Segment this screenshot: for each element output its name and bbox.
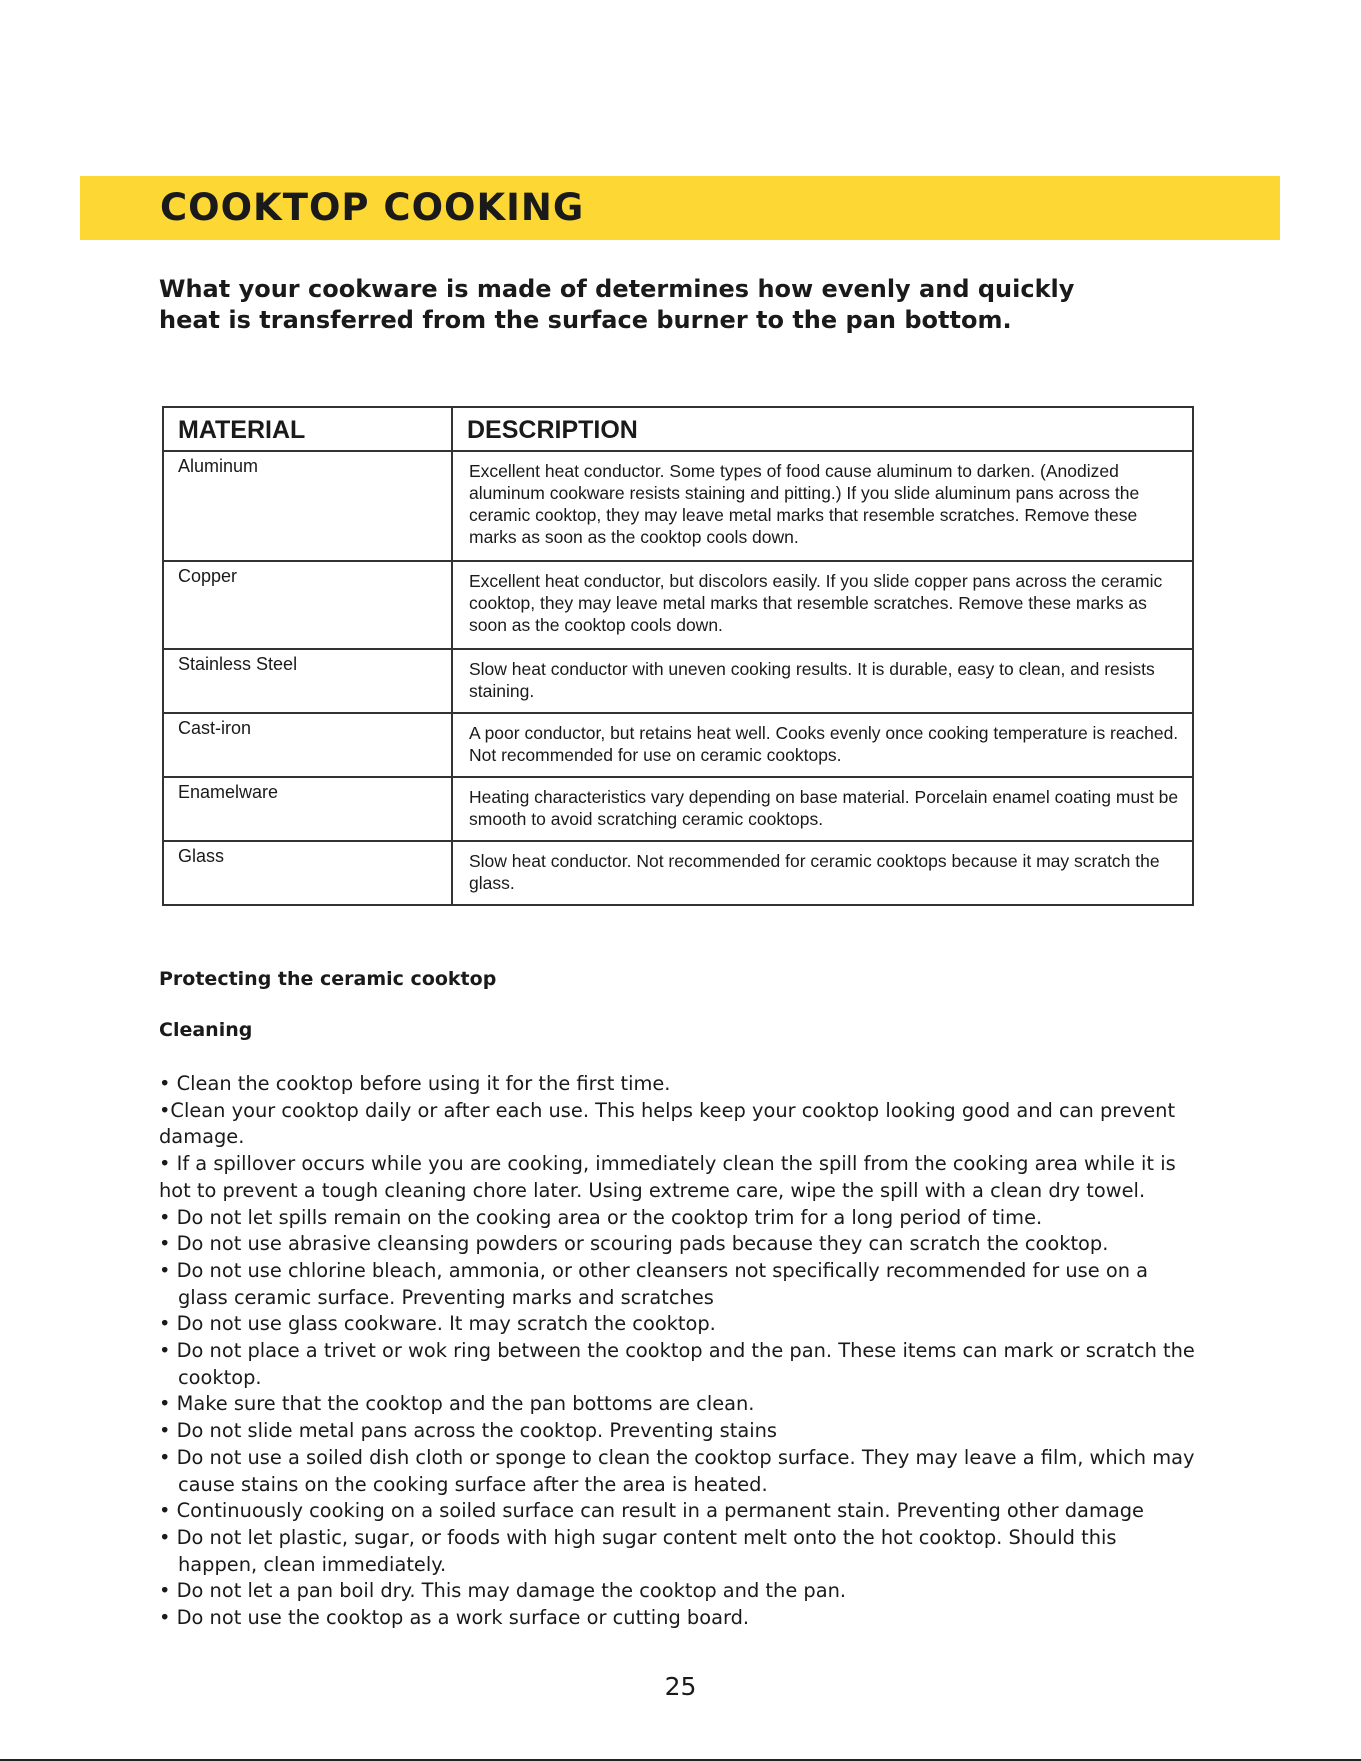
list-item: • Make sure that the cooktop and the pan bottoms are clean.	[159, 1392, 755, 1416]
material-cell: Enamelware	[163, 777, 452, 841]
table-row	[163, 713, 1193, 777]
list-item: • Do not let plastic, sugar, or foods with high sugar content melt onto the hot cooktop. Should this happen, clean immediately.	[159, 1525, 1117, 1576]
title-banner	[80, 176, 1280, 240]
page-title: COOKTOP COOKING	[160, 186, 585, 229]
description-cell: Heating characteristics vary depending on base material. Porcelain enamel coating must be smooth to avoid scratching ceramic cooktops.	[452, 777, 1193, 841]
table-row	[163, 451, 1193, 561]
page-number: 25	[664, 1672, 697, 1701]
list-item: • If a spillover occurs while you are cooking, immediately clean the spill from the cooking area while it is hot to prevent a tough cleaning chore later. Using extreme care, wipe the spill with a clean dry towel.	[159, 1152, 1176, 1202]
list-item: •Clean your cooktop daily or after each use. This helps keep your cooktop looking good and can prevent damage.	[159, 1098, 1176, 1149]
material-cell: Cast-iron	[163, 713, 452, 777]
description-cell: Slow heat conductor with uneven cooking results. It is durable, easy to clean, and resists staining.	[452, 649, 1193, 713]
material-column-header: MATERIAL	[163, 407, 452, 451]
cookware-materials-table	[162, 406, 1194, 906]
table-header-row	[163, 407, 1193, 451]
protecting-heading: Protecting the ceramic cooktop	[159, 968, 497, 990]
cleaning-list	[159, 1071, 1199, 1632]
table-row	[163, 649, 1193, 713]
table-row	[163, 777, 1193, 841]
list-item: • Clean the cooktop before using it for the first time.	[159, 1072, 671, 1095]
list-item: • Continuously cooking on a soiled surface can result in a permanent stain. Preventing other damage	[159, 1499, 1144, 1523]
table-row	[163, 841, 1193, 905]
list-item: • Do not let a pan boil dry. This may damage the cooktop and the pan.	[159, 1579, 847, 1603]
description-cell: Excellent heat conductor. Some types of food cause aluminum to darken. (Anodized aluminum cookware resists staining and pitting.) If you slide aluminum pans across the ceramic cooktop, they may leave metal marks that resemble scratches. Remove these marks as soon as the cooktop cools down.	[452, 451, 1193, 561]
description-cell: A poor conductor, but retains heat well. Cooks evenly once cooking temperature is reached. Not recommended for use on ceramic cooktops.	[452, 713, 1193, 777]
material-cell: Aluminum	[163, 451, 452, 561]
cleaning-heading: Cleaning	[159, 1019, 253, 1041]
list-item: • Do not slide metal pans across the cooktop. Preventing stains	[159, 1419, 778, 1443]
description-cell: Slow heat conductor. Not recommended for ceramic cooktops because it may scratch the glass.	[452, 841, 1193, 905]
list-item: • Do not use a soiled dish cloth or sponge to clean the cooktop surface. They may leave a film, which may cause stains on the cooking surface after the area is heated.	[159, 1445, 1195, 1496]
list-item: • Do not let spills remain on the cooking area or the cooktop trim for a long period of time.	[159, 1205, 1043, 1229]
list-item: • Do not place a trivet or wok ring between the cooktop and the pan. These items can mark or scratch the cooktop.	[159, 1339, 1195, 1389]
list-item: • Do not use glass cookware. It may scratch the cooktop.	[159, 1312, 716, 1336]
material-cell: Glass	[163, 841, 452, 905]
description-column-header: DESCRIPTION	[452, 407, 1193, 451]
list-item: • Do not use abrasive cleansing powders or scouring pads because they can scratch the cooktop.	[159, 1232, 1109, 1256]
material-cell: Stainless Steel	[163, 649, 452, 713]
intro-text: What your cookware is made of determines how evenly and quickly heat is transferred from the surface burner to the pan bottom.	[159, 275, 1075, 334]
material-cell: Copper	[163, 561, 452, 649]
description-cell: Excellent heat conductor, but discolors easily. If you slide copper pans across the ceramic cooktop, they may leave metal marks that resemble scratches. Remove these marks as soon as the cooktop cools down.	[452, 561, 1193, 649]
list-item: • Do not use the cooktop as a work surface or cutting board.	[159, 1606, 750, 1630]
table-row	[163, 561, 1193, 649]
list-item: • Do not use chlorine bleach, ammonia, or other cleansers not specifically recommended for use on a glass ceramic surface. Preventing marks and scratches	[159, 1258, 1149, 1309]
